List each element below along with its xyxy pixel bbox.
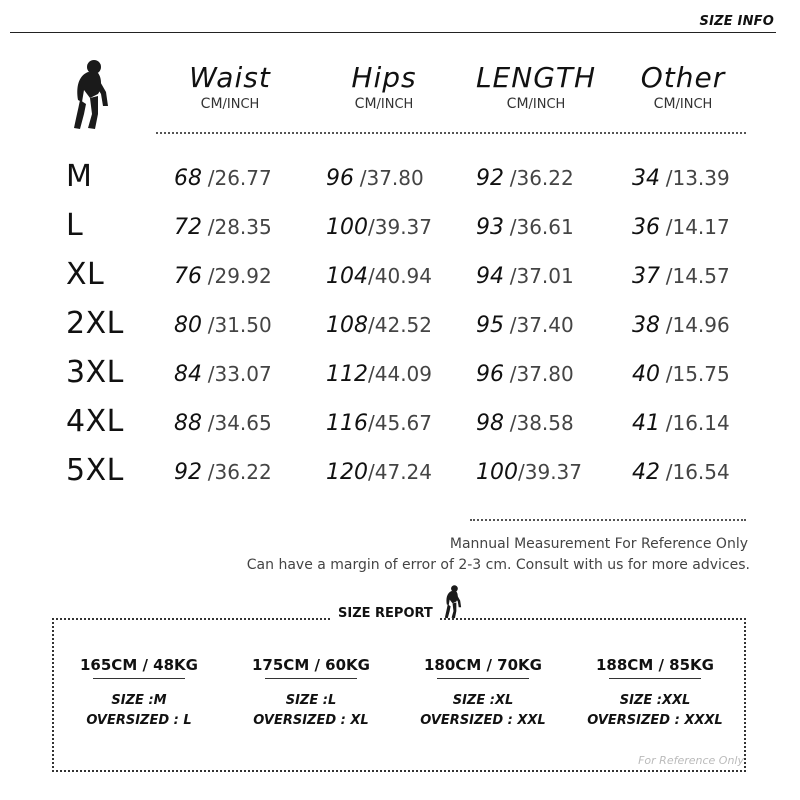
measurement-cell [476, 262, 574, 292]
report-item [226, 654, 396, 731]
cm-value: 116 [326, 411, 368, 436]
measurement-cell [326, 409, 432, 439]
column-title: Hips [351, 61, 417, 94]
reference-footnote: For Reference Only [638, 754, 744, 767]
inch-value: /37.01 [509, 264, 574, 288]
unit-inch: /INCH [528, 97, 566, 112]
cm-value: 36 [632, 215, 660, 240]
oversized-size: OVERSIZED : XXL [420, 713, 546, 728]
cm-value: 120 [326, 460, 368, 485]
inch-value: /39.37 [368, 215, 432, 239]
inch-value: /40.94 [368, 264, 432, 288]
measurement-cell [174, 262, 272, 292]
underline [93, 678, 185, 679]
size-label: 2XL [66, 306, 124, 341]
measurement-cell [174, 311, 272, 341]
cm-value: 100 [326, 215, 368, 240]
inch-value: /45.67 [368, 411, 432, 435]
measurement-cell [476, 164, 574, 194]
inch-value: /36.22 [207, 460, 272, 484]
inch-value: /36.61 [509, 215, 574, 239]
inch-value: /28.35 [207, 215, 272, 239]
column-title: Waist [189, 61, 271, 94]
measurement-cell [476, 213, 574, 243]
inch-value: /14.57 [665, 264, 730, 288]
inch-value: /38.58 [509, 411, 574, 435]
inch-value: /37.40 [509, 313, 574, 337]
cm-value: 96 [326, 166, 354, 191]
inch-value: /14.17 [665, 215, 730, 239]
header-title: SIZE INFO [699, 14, 774, 29]
header-divider [10, 32, 776, 33]
oversized-size: OVERSIZED : XL [253, 713, 369, 728]
size-label: XL [66, 257, 105, 292]
inch-value: /16.54 [665, 460, 730, 484]
measurement-cell [632, 360, 730, 390]
cm-value: 88 [174, 411, 202, 436]
inch-value: /36.22 [509, 166, 574, 190]
inch-value: /34.65 [207, 411, 272, 435]
cm-value: 112 [326, 362, 368, 387]
underline [265, 678, 357, 679]
cm-value: 108 [326, 313, 368, 338]
unit-cm: CM [653, 96, 676, 112]
header-dotted-divider [156, 132, 746, 134]
ape-figure-icon [68, 58, 114, 132]
measurement-cell [632, 262, 730, 292]
cm-value: 100 [476, 460, 518, 485]
cm-value: 98 [476, 411, 504, 436]
column-title: LENGTH [475, 61, 597, 94]
cm-value: 95 [476, 313, 504, 338]
inch-value: /44.09 [368, 362, 432, 386]
report-item [54, 654, 224, 731]
inch-value: /15.75 [665, 362, 730, 386]
unit-inch: /INCH [675, 97, 713, 112]
size-label: 5XL [66, 453, 124, 488]
unit-inch: /INCH [222, 97, 260, 112]
size-report-title: SIZE REPORT [332, 606, 439, 621]
recommended-size: SIZE :M [111, 693, 167, 708]
recommended-size: SIZE :L [285, 693, 337, 708]
inch-value: /29.92 [207, 264, 272, 288]
recommended-size: SIZE :XXL [619, 693, 691, 708]
inch-value: /31.50 [207, 313, 272, 337]
report-item [570, 654, 740, 731]
height-weight: 165CM / 48KG [80, 656, 198, 674]
size-label: 4XL [66, 404, 124, 439]
oversized-size: OVERSIZED : XXXL [587, 713, 723, 728]
cm-value: 34 [632, 166, 660, 191]
unit-cm: CM [506, 96, 529, 112]
cm-value: 72 [174, 215, 202, 240]
measurement-cell [476, 311, 574, 341]
cm-value: 94 [476, 264, 504, 289]
cm-value: 37 [632, 264, 660, 289]
cm-value: 38 [632, 313, 660, 338]
measurement-cell [632, 458, 730, 488]
cm-value: 42 [632, 460, 660, 485]
measurement-cell [326, 360, 432, 390]
cm-value: 84 [174, 362, 202, 387]
height-weight: 180CM / 70KG [424, 656, 542, 674]
cm-value: 92 [174, 460, 202, 485]
column-header-waist [172, 60, 288, 113]
measurement-cell [476, 458, 582, 488]
measurement-cell [632, 164, 730, 194]
inch-value: /33.07 [207, 362, 272, 386]
inch-value: /37.80 [359, 166, 424, 190]
column-header-hips [326, 60, 442, 113]
measurement-cell [174, 164, 272, 194]
cm-value: 92 [476, 166, 504, 191]
cm-value: 41 [632, 411, 660, 436]
cm-value: 104 [326, 264, 368, 289]
inch-value: /14.96 [665, 313, 730, 337]
inch-value: /47.24 [368, 460, 432, 484]
size-label: 3XL [66, 355, 124, 390]
measurement-cell [632, 213, 730, 243]
measurement-cell [174, 213, 272, 243]
unit-inch: /INCH [376, 97, 414, 112]
measurement-cell [476, 409, 574, 439]
ape-figure-icon [442, 582, 464, 622]
underline [437, 678, 529, 679]
column-header-length [468, 60, 604, 113]
cm-value: 96 [476, 362, 504, 387]
recommended-size: SIZE :XL [452, 693, 514, 708]
unit-cm: CM [200, 96, 223, 112]
measurement-cell [174, 360, 272, 390]
measurement-cell [326, 213, 432, 243]
measurement-note: Mannual Measurement For Reference Only [449, 536, 748, 552]
inch-value: /42.52 [368, 313, 432, 337]
measurement-cell [632, 311, 730, 341]
height-weight: 188CM / 85KG [596, 656, 714, 674]
height-weight: 175CM / 60KG [252, 656, 370, 674]
inch-value: /13.39 [665, 166, 730, 190]
measurement-cell [632, 409, 730, 439]
measurement-cell [326, 164, 424, 194]
column-title: Other [640, 61, 726, 94]
measurement-cell [174, 458, 272, 488]
size-label: M [66, 159, 93, 194]
measurement-cell [326, 262, 432, 292]
inch-value: /16.14 [665, 411, 730, 435]
measurement-cell [476, 360, 574, 390]
cm-value: 93 [476, 215, 504, 240]
report-item [398, 654, 568, 731]
inch-value: /37.80 [509, 362, 574, 386]
size-label: L [66, 208, 84, 243]
underline [609, 678, 701, 679]
inch-value: /26.77 [207, 166, 272, 190]
measurement-cell [326, 458, 432, 488]
column-header-other [628, 60, 738, 113]
cm-value: 40 [632, 362, 660, 387]
inch-value: /39.37 [518, 460, 582, 484]
cm-value: 80 [174, 313, 202, 338]
margin-of-error-note: Can have a margin of error of 2-3 cm. Consult with us for more advices. [246, 557, 750, 573]
measurement-cell [174, 409, 272, 439]
cm-value: 68 [174, 166, 202, 191]
unit-cm: CM [354, 96, 377, 112]
oversized-size: OVERSIZED : L [86, 713, 192, 728]
measurement-cell [326, 311, 432, 341]
cm-value: 76 [174, 264, 202, 289]
notes-dotted-divider [470, 519, 746, 521]
